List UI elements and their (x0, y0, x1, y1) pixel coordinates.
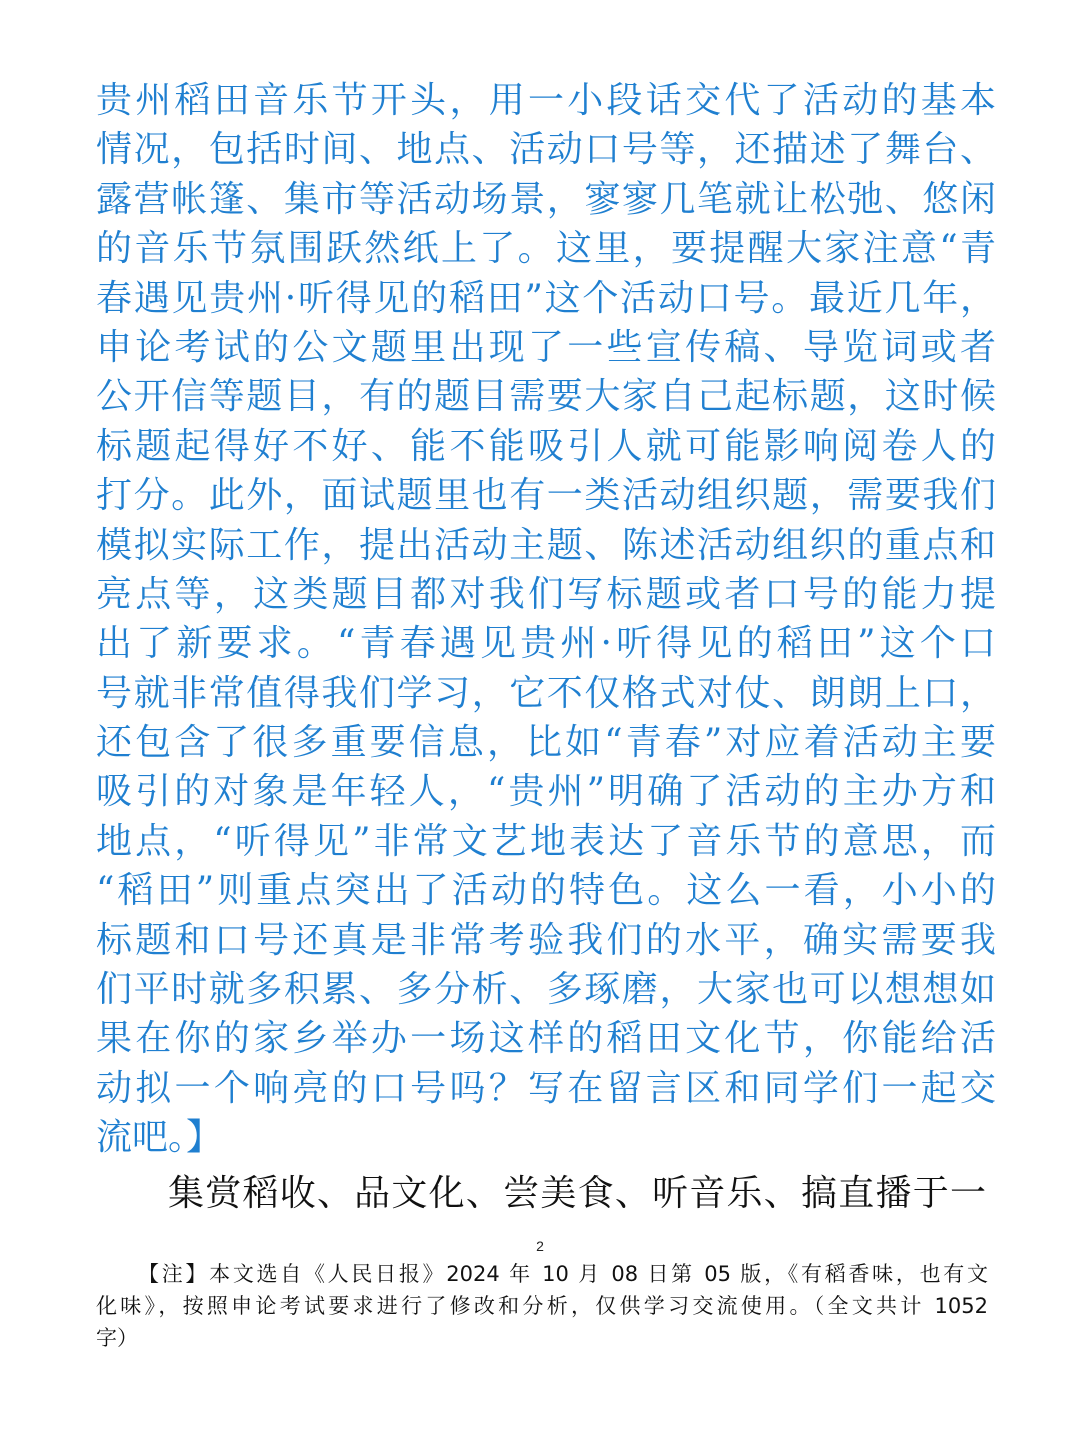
commentary-line: 春遇见贵州·听得见的稻田”这个活动口号。最近几年， (96, 277, 996, 319)
commentary-line: 号就非常值得我们学习，它不仅格式对仗、朗朗上口， (96, 672, 996, 714)
commentary-line: 公开信等题目，有的题目需要大家自己起标题，这时候 (96, 376, 996, 418)
footnote-line: 字） (96, 1326, 138, 1350)
commentary-line: 露营帐篷、集市等活动场景，寥寥几笔就让松弛、悠闲 (96, 178, 996, 220)
commentary-line: 打分。此外，面试题里也有一类活动组织题，需要我们 (96, 475, 996, 517)
commentary-line: 模拟实际工作，提出活动主题、陈述活动组织的重点和 (96, 524, 996, 566)
commentary-line: 申论考试的公文题里出现了一些宣传稿、导览词或者 (96, 326, 996, 368)
page-number: 2 (536, 1238, 544, 1254)
commentary-line: 出了新要求。“青春遇见贵州·听得见的稻田”这个口 (96, 623, 996, 665)
commentary-line: 还包含了很多重要信息，比如“青春”对应着活动主要 (96, 722, 996, 764)
footnote-line: 【注】本文选自《人民日报》2024 年 10 月 08 日第 05 版，《有稻香味，也有文 (138, 1262, 988, 1286)
commentary-line: 贵州稻田音乐节开头，用一小段话交代了活动的基本 (96, 80, 996, 121)
commentary-line: 动拟一个响亮的口号吗？写在留言区和同学们一起交 (96, 1067, 996, 1109)
commentary-line: 标题起得好不好、能不能吸引人就可能影响阅卷人的 (96, 425, 996, 467)
commentary-line: 情况，包括时间、地点、活动口号等，还描述了舞台、 (96, 129, 996, 171)
footnote-line: 化味》，按照申论考试要求进行了修改和分析，仅供学习交流使用。（全文共计 1052 (96, 1294, 988, 1318)
commentary-line: 亮点等，这类题目都对我们写标题或者口号的能力提 (96, 573, 996, 615)
commentary-line: 的音乐节氛围跃然纸上了。这里，要提醒大家注意“青 (96, 228, 996, 270)
commentary-line: “稻田”则重点突出了活动的特色。这么一看，小小的 (96, 870, 996, 912)
commentary-line: 流吧。】 (96, 1117, 223, 1159)
commentary-line: 们平时就多积累、多分析、多琢磨，大家也可以想想如 (96, 969, 996, 1011)
commentary-line: 标题和口号还真是非常考验我们的水平，确实需要我 (96, 919, 996, 961)
commentary-line: 吸引的对象是年轻人，“贵州”明确了活动的主办方和 (96, 771, 996, 813)
commentary-paragraph (96, 76, 996, 1163)
body-paragraph-line: 集赏稻收、品文化、尝美食、听音乐、搞直播于一 (168, 1173, 986, 1214)
commentary-line: 果在你的家乡举办一场这样的稻田文化节，你能给活 (96, 1018, 996, 1060)
commentary-line: 地点，“听得见”非常文艺地表达了音乐节的意思，而 (96, 820, 996, 862)
footnote (96, 1258, 988, 1354)
